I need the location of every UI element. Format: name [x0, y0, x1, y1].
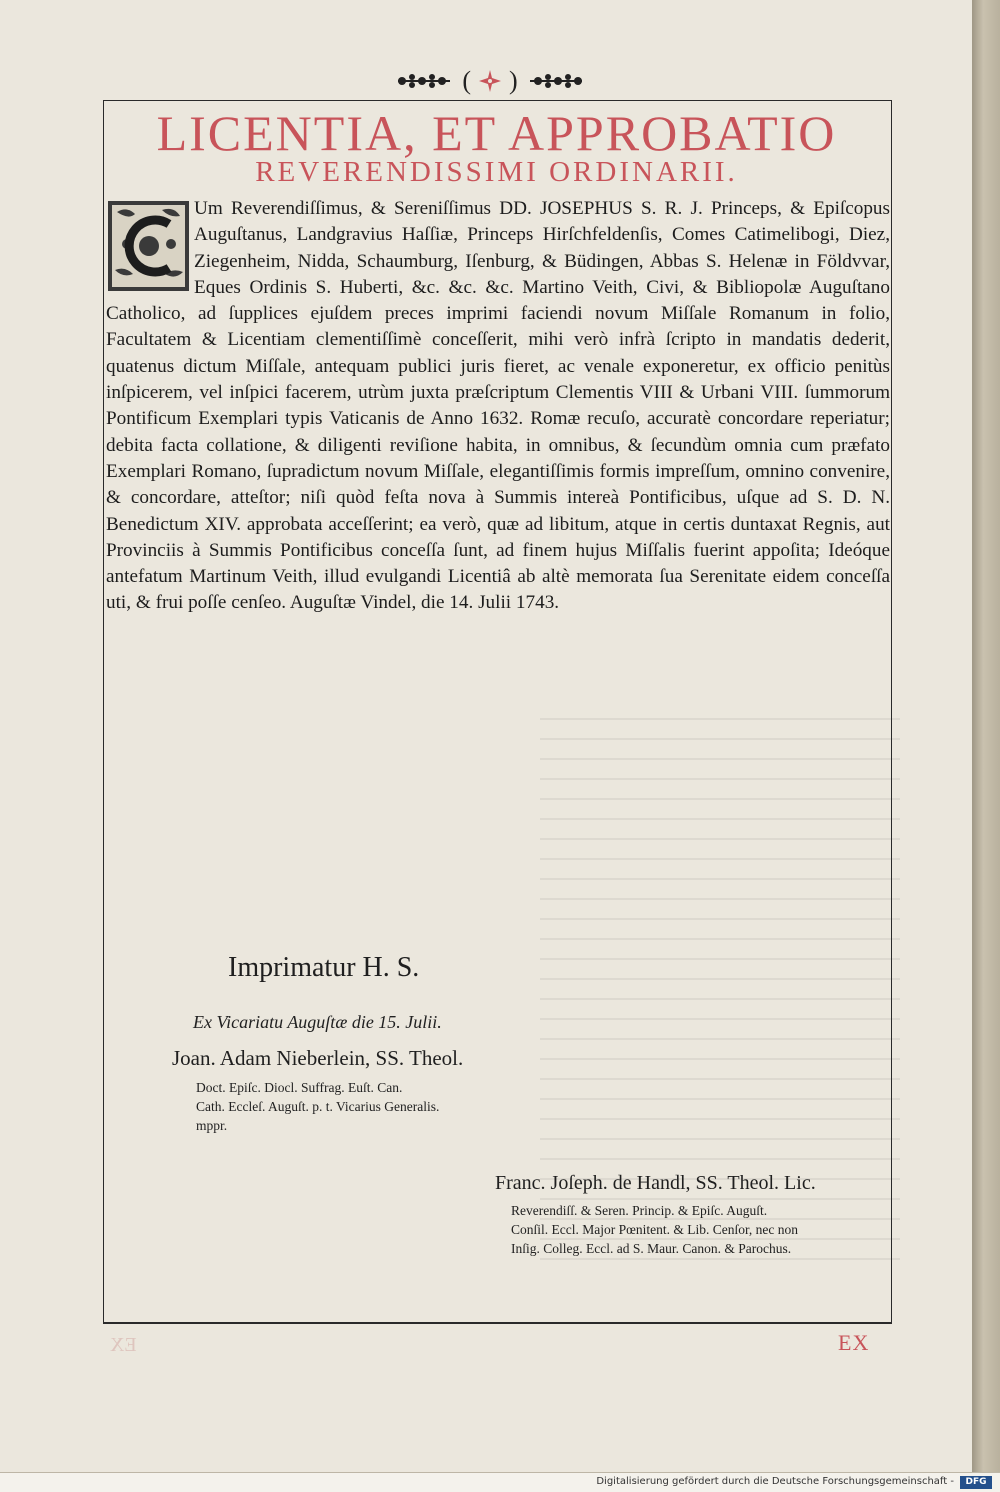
book-gutter-edge [972, 0, 1000, 1472]
page-title: LICENTIA, ET APPROBATIO [156, 105, 837, 161]
signature-nieberlein-line: Cath. Eccleſ. Auguſt. p. t. Vicarius Generalis. [196, 1099, 440, 1114]
signature-handl-line: Reverendiſſ. & Seren. Princip. & Epiſc. Auguſt. [511, 1203, 768, 1218]
page-subtitle: REVERENDISSIMI ORDINARII. [255, 156, 738, 188]
signature-nieberlein-name: Joan. Adam Nieberlein, SS. Theol. [172, 1046, 464, 1070]
offset-stamp-mark: EX [110, 1334, 137, 1356]
vicariate-date-line: Ex Vicariatu Auguſtæ die 15. Julii. [193, 1012, 442, 1032]
bottom-rule [103, 1322, 892, 1324]
page-number [462, 66, 517, 96]
catchword: EX [838, 1330, 870, 1355]
right-paren: ) [509, 66, 518, 95]
left-paren: ( [462, 66, 471, 95]
signature-nieberlein-line: Doct. Epiſc. Diocl. Suffrag. Euſt. Can. [196, 1080, 403, 1095]
funding-footer [0, 1472, 1000, 1492]
signature-handl-line: Conſil. Eccl. Major Pœnitent. & Lib. Cenſor, nec non [511, 1222, 799, 1237]
dfg-logo-icon: DFG [960, 1476, 992, 1489]
cross-pattee-icon [477, 68, 503, 94]
signature-handl-name: Franc. Joſeph. de Handl, SS. Theol. Lic. [495, 1172, 816, 1194]
page-header [360, 64, 620, 98]
signature-nieberlein-line: mppr. [196, 1118, 228, 1133]
signature-handl-line: Inſig. Colleg. Eccl. ad S. Maur. Canon. & Parochus. [511, 1241, 792, 1256]
fleuron-ornament-right-icon [528, 70, 584, 92]
license-body-text: Um Reverendiſſimus, & Sereniſſimus DD. JOSEPHUS S. R. J. Princeps, & Epiſcopus Auguſtanus, Landgravius Haſſiæ, Princeps Hirſchfeldenſis, Comes Catimelibogi, Diez, Ziegenheim, Nidda, Schaumburg, Iſenburg, & Büdingen, Abbas S. Helenæ in Földvvar, Eques Ordinis S. Huberti, &c. &c. &c. Martino Veith, Civi, & Bibliopolæ Auguſtano Catholico, ad ſupplices ejuſdem preces imprimi faciendi novum Miſſale Romanum in folio, Facultatem & Licentiam clementiſſimè conceſſerit, mihi verò infrà ſcripto in mandatis dederit, quatenus dictum Miſſale, antequam publici juris fieret, ac venale exponeretur, ex officio penitùs inſpicerem, vel inſpici facerem, utrùm juxta præſcriptum Clementis VIII & Urbani VIII. ſummorum Pontificum Exemplari typis Vaticanis de Anno 1632. Romæ recuſo, accuratè concordare reperiatur; debita facta collatione, & diligenti reviſione habita, in omnibus, & ſecundùm omnia cum præfato Exemplari Romano, ſupradictum novum Miſſale, elegantiſſimis formis impreſſum, omnino convenire, & concordare, atteſtor; niſi quòd feſta nova à Summis intereà Pontificibus, uſque ad S. D. N. Benedictum XIV. approbata acceſſerint; ea verò, quæ ad libitum, atque in certis duntaxat Regnis, aut Provinciis à Summis Pontificibus conceſſa ſunt, ad finem hujus Miſſalis fuerint appoſita; Ideóque antefatum Martinum Veith, illud evulgandi Licentiâ ab altè memorata ſua Serenitate eidem conceſſa uti, & frui poſſe cenſeo. Auguſtæ Vindel, die 14. Julii 1743. [106, 198, 890, 614]
imprimatur-heading: Imprimatur H. S. [228, 952, 420, 983]
fleuron-ornament-left-icon [396, 70, 452, 92]
funding-notice: Digitalisierung gefördert durch die Deutsche Forschungsgemeinschaft - [596, 1476, 954, 1487]
